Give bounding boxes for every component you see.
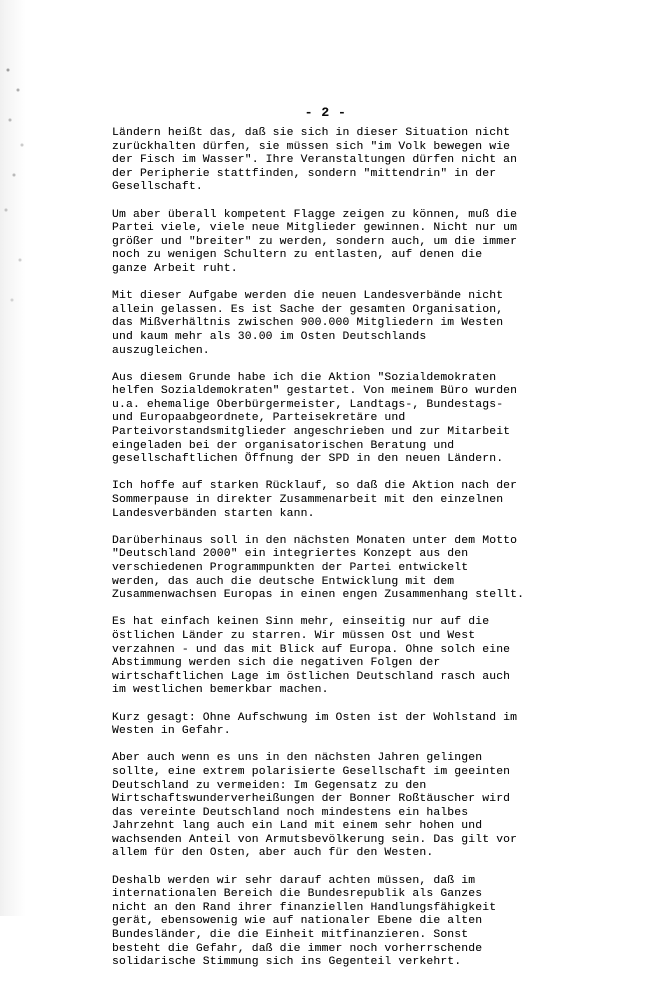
text-line: helfen Sozialdemokraten" gestartet. Von meinem Büro wurden — [112, 385, 518, 398]
text-line: östlichen Länder zu starren. Wir müssen Ost und West — [112, 629, 476, 642]
text-line: gerät, ebensowenig wie auf nationaler Ebene die alten — [112, 915, 483, 928]
paragraph — [112, 127, 542, 195]
page-number: - 2 - — [304, 105, 347, 120]
text-line: sollte, eine extrem polarisierte Gesellschaft im geeinten — [112, 765, 511, 778]
scan-edge-noise — [0, 0, 46, 916]
text-line: verschiedenen Programmpunkten der Partei entwickelt — [112, 562, 469, 574]
paragraph — [112, 616, 542, 698]
text-line: nicht an den Rand ihrer finanziellen Handlungsfähigkeit — [112, 901, 497, 914]
paragraph — [112, 209, 542, 277]
text-line: werden, das auch die deutsche Entwicklung mit dem — [112, 575, 455, 588]
text-line: im westlichen bemerkbar machen. — [112, 684, 329, 697]
text-line: der Fisch im Wasser". Ihre Veranstaltungen dürfen nicht an — [112, 154, 518, 167]
paragraph — [112, 535, 542, 603]
text-line: auszugleichen. — [112, 344, 210, 357]
text-line: und kaum mehr als 30.00 im Osten Deutschlands — [112, 330, 427, 343]
text-line: Landesverbänden starten kann. — [112, 507, 315, 520]
text-line: Sommerpause in direkter Zusammenarbeit mit den einzelnen — [112, 494, 504, 507]
text-line: Ländern heißt das, daß sie sich in dieser Situation nicht — [112, 127, 511, 139]
text-line: Westen in Gefahr. — [112, 725, 231, 738]
paragraph — [112, 712, 542, 739]
text-line: Es hat einfach keinen Sinn mehr, einseitig nur auf die — [112, 616, 490, 629]
text-line: Aber auch wenn es uns in den nächsten Jahren gelingen — [112, 752, 483, 765]
text-line: Gesellschaft. — [112, 181, 203, 194]
text-line: Zusammenwachsen Europas in einen engen Zusammenhang stellt. — [112, 589, 525, 602]
text-line: Wirtschaftswunderverheißungen der Bonner Roßtäuscher wird — [112, 793, 511, 806]
text-line: das vereinte Deutschland noch mindestens ein halbes — [112, 806, 469, 819]
text-line: das Mißverhältnis zwischen 900.000 Mitgliedern im Westen — [112, 317, 504, 330]
text-line: Partei viele, viele neue Mitglieder gewinnen. Nicht nur um — [112, 222, 518, 235]
text-line: gesellschaftlichen Öffnung der SPD in den neuen Ländern. — [112, 453, 504, 466]
text-line: eingeladen bei der organisatorischen Beratung und — [112, 439, 455, 452]
text-line: noch zu wenigen Schultern zu entlasten, auf denen die — [112, 249, 483, 262]
text-line: u.a. ehemalige Oberbürgermeister, Landtags-, Bundestags- — [112, 398, 504, 411]
paragraph — [112, 290, 542, 358]
text-line: verzahnen - und das mit Blick auf Europa. Ohne solch eine — [112, 643, 511, 656]
text-line: internationalen Bereich die Bundesrepublik als Ganzes — [112, 888, 483, 901]
text-line: Darüberhinaus soll in den nächsten Monaten unter dem Motto — [112, 534, 518, 547]
text-line: Um aber überall kompetent Flagge zeigen zu können, muß die — [112, 208, 518, 221]
paragraph — [112, 875, 542, 970]
text-line: Jahrzehnt lang auch ein Land mit einem sehr hohen und — [112, 820, 483, 833]
text-line: Aus diesem Grunde habe ich die Aktion "Sozialdemokraten — [112, 371, 497, 384]
text-line: Kurz gesagt: Ohne Aufschwung im Osten ist der Wohlstand im — [112, 711, 518, 724]
document-body — [112, 127, 542, 983]
text-line: Bundesländer, die die Einheit mitfinanzieren. Sonst — [112, 929, 469, 942]
text-line: Deshalb werden wir sehr darauf achten müssen, daß im — [112, 874, 476, 887]
paragraph — [112, 480, 542, 521]
text-line: größer und "breiter" zu werden, sondern auch, um die immer — [112, 235, 518, 248]
text-line: und Europaabgeordnete, Parteisekretäre und — [112, 412, 406, 425]
text-line: allein gelassen. Es ist Sache der gesamten Organisation, — [112, 303, 504, 316]
text-line: solidarische Stimmung sich ins Gegenteil verkehrt. — [112, 956, 462, 969]
text-line: zurückhalten dürfen, sie müssen sich "im Volk bewegen wie — [112, 140, 511, 153]
text-line: wachsenden Anteil von Armutsbevölkerung sein. Das gilt vor — [112, 833, 518, 846]
text-line: allem für den Osten, aber auch für den Westen. — [112, 847, 434, 860]
text-line: wirtschaftlichen Lage im östlichen Deutschland rasch auch — [112, 670, 511, 683]
text-line: ganze Arbeit ruht. — [112, 262, 238, 275]
text-line: "Deutschland 2000" ein integriertes Konzept aus den — [112, 548, 469, 561]
text-line: Ich hoffe auf starken Rücklauf, so daß die Aktion nach der — [112, 480, 518, 493]
text-line: Abstimmung werden sich die negativen Folgen der — [112, 657, 441, 670]
paragraph — [112, 372, 542, 467]
text-line: der Peripherie stattfinden, sondern "mittendrin" in der — [112, 167, 497, 180]
text-line: Mit dieser Aufgabe werden die neuen Landesverbände nicht — [112, 290, 504, 303]
paragraph — [112, 752, 542, 861]
text-line: besteht die Gefahr, daß die immer noch vorherrschende — [112, 942, 483, 955]
text-line: Deutschland zu vermeiden: Im Gegensatz zu den — [112, 779, 427, 792]
text-line: Parteivorstandsmitglieder angeschrieben und zur Mitarbeit — [112, 426, 511, 439]
